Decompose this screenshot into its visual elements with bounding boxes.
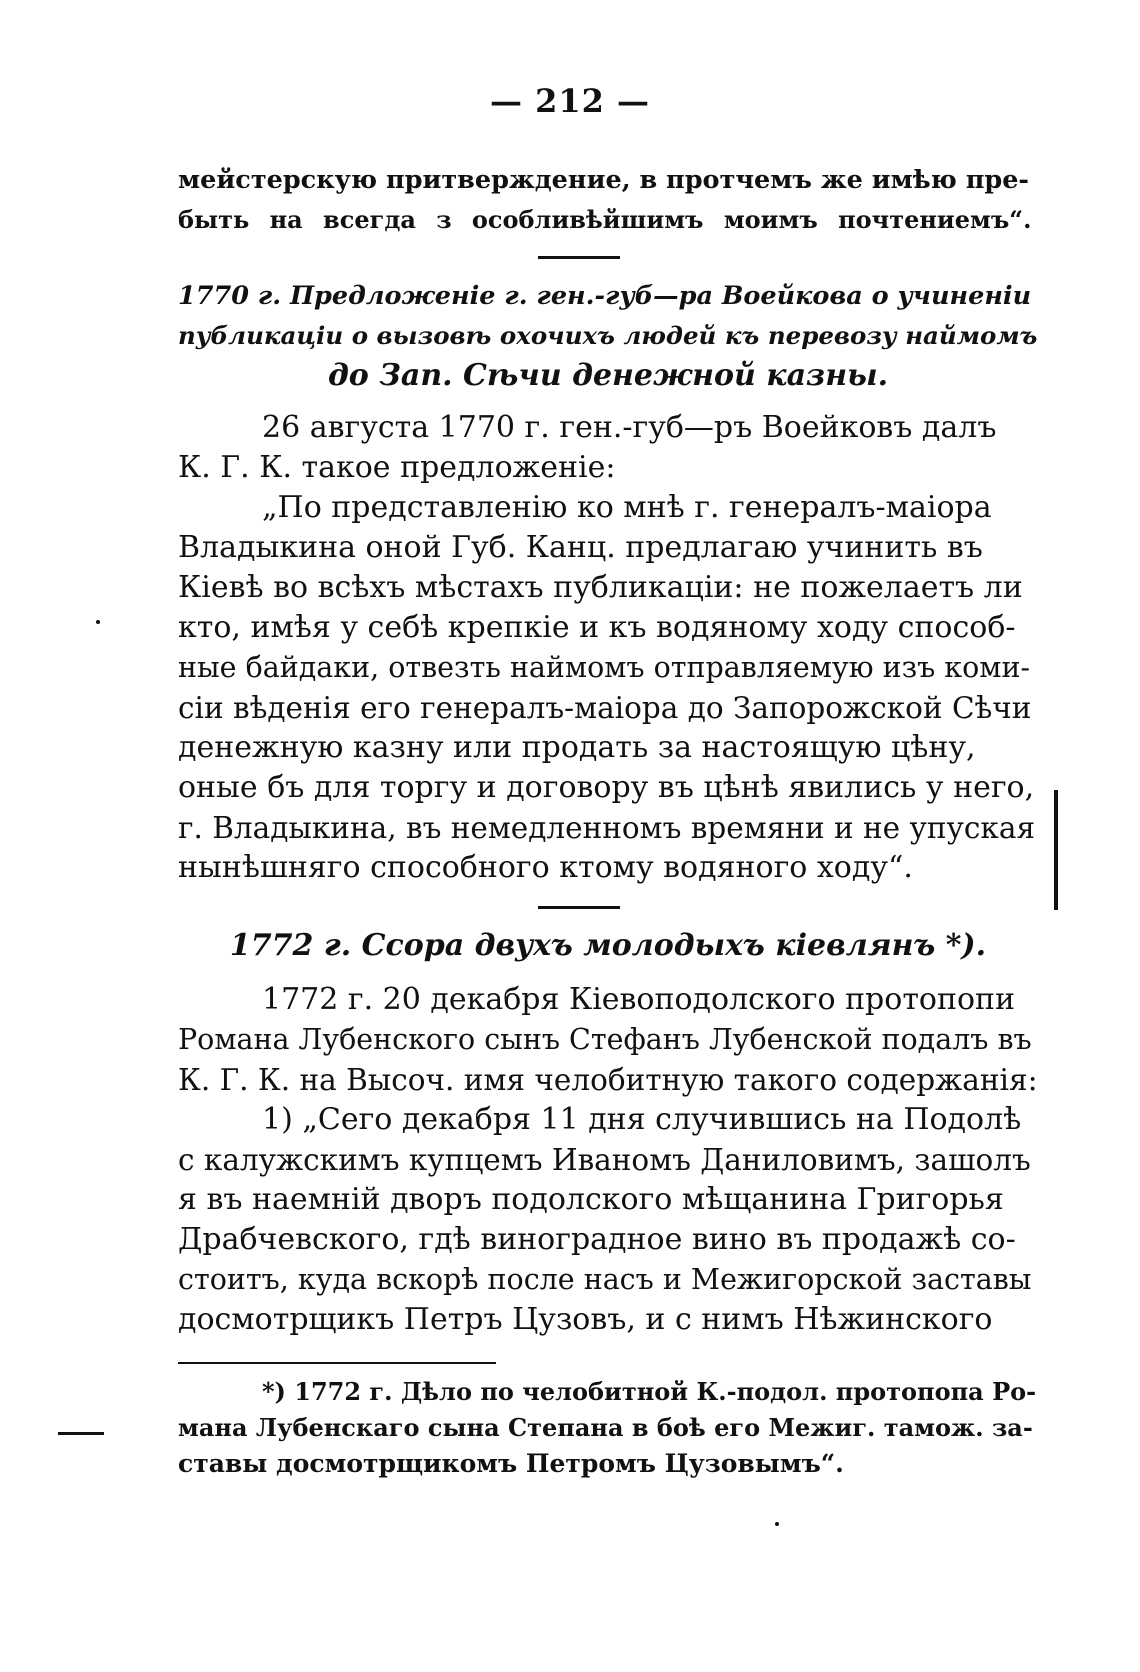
section-divider [538,256,620,259]
text-line: 26 августа 1770 г. ген.-губ—ръ Воейковъ далъ [262,410,997,445]
text-line: ные байдаки, отвезть наймомъ отправляемую изъ коми- [178,651,1031,684]
text-line: Владыкина оной Губ. Канц. предлагаю учинить въ [178,530,983,565]
text-line: Драбчевского, гдѣ виноградное вино въ продажѣ со- [178,1222,1016,1257]
text-line: с калужскимъ купцемъ Иваномъ Даниловимъ, зашолъ [178,1143,1031,1177]
section-1770-body [178,408,1038,888]
section-1772-body [178,980,1038,1340]
section-1772-heading [178,926,1038,966]
text-line: К. Г. К. на Высоч. имя челобитную такого содержанія: [178,1063,1038,1097]
text-line: кто, имѣя у себѣ крепкіе и къ водяному ходу способ- [178,610,1016,645]
text-line: К. Г. К. такое предложеніе: [178,450,616,485]
heading-line: 1772 г. Ссора двухъ молодыхъ кіевлянъ *). [229,928,987,963]
heading-line: публикаціи о вызовѣ охочихъ людей къ перевозу наймомъ [178,321,1038,350]
text-line: быть на всегда з особливѣйшимъ моимъ почтениемъ“. [178,205,1032,234]
text-line: Романа Лубенского сынъ Стефанъ Лубенской подалъ въ [178,1023,1032,1056]
text-line: мейстерскую притверждение, в протчемъ же имѣю пре- [178,165,1030,195]
text-line: стоитъ, куда вскорѣ после насъ и Межигорской заставы [178,1263,1032,1296]
text-line: оные бъ для торгу и договору въ цѣнѣ явились у него, [178,770,1035,805]
text-line: нынѣшняго способного ктому водяного ходу“. [178,850,913,885]
margin-dot-mark [96,620,100,624]
text-line: сіи вѣденія его генералъ-маіора до Запорожской Сѣчи [178,691,1032,725]
text-line: 1772 г. 20 декабря Кіевоподолского протопопи [262,982,1016,1017]
heading-line: до Зап. Сѣчи денежной казны. [327,358,889,393]
footnote-rule [178,1362,496,1364]
footnote-line: мана Лубенскаго сына Степана в боѣ его Межиг. тамож. за- [178,1413,1033,1442]
text-line: „По представленію ко мнѣ г. генералъ-маіора [262,490,992,525]
footnote-line: ставы досмотрщикомъ Петромъ Цузовымъ“. [178,1449,844,1478]
text-line: Кіевѣ во всѣхъ мѣстахъ публикаціи: не пожелаетъ ли [178,570,1023,605]
text-line: 1) „Сего декабря 11 дня случившись на Подолѣ [262,1102,1022,1137]
margin-dash-mark [58,1432,104,1435]
margin-bar-mark [1054,790,1058,910]
footnote [178,1374,1038,1482]
margin-dot-mark [775,1522,779,1526]
footnote-line: *) 1772 г. Дѣло по челобитной К.-подол. протопопа Ро- [262,1377,1037,1406]
text-line: я въ наемній дворъ подолского мѣщанина Григорья [178,1182,1004,1217]
section-divider [538,906,620,909]
text-line: г. Владыкина, въ немедленномъ времяни и не упуская [178,811,1036,845]
page-number: — 212 — [489,82,651,120]
heading-line: 1770 г. Предложеніе г. ген.-губ—ра Воейкова о учиненіи [178,281,1032,311]
text-line: досмотрщикъ Петръ Цузовъ, и с нимъ Нѣжинского [178,1302,993,1337]
text-line: денежную казну или продать за настоящую цѣну, [178,730,976,765]
previous-section-text [178,160,1038,240]
section-1770-heading [178,276,1038,396]
